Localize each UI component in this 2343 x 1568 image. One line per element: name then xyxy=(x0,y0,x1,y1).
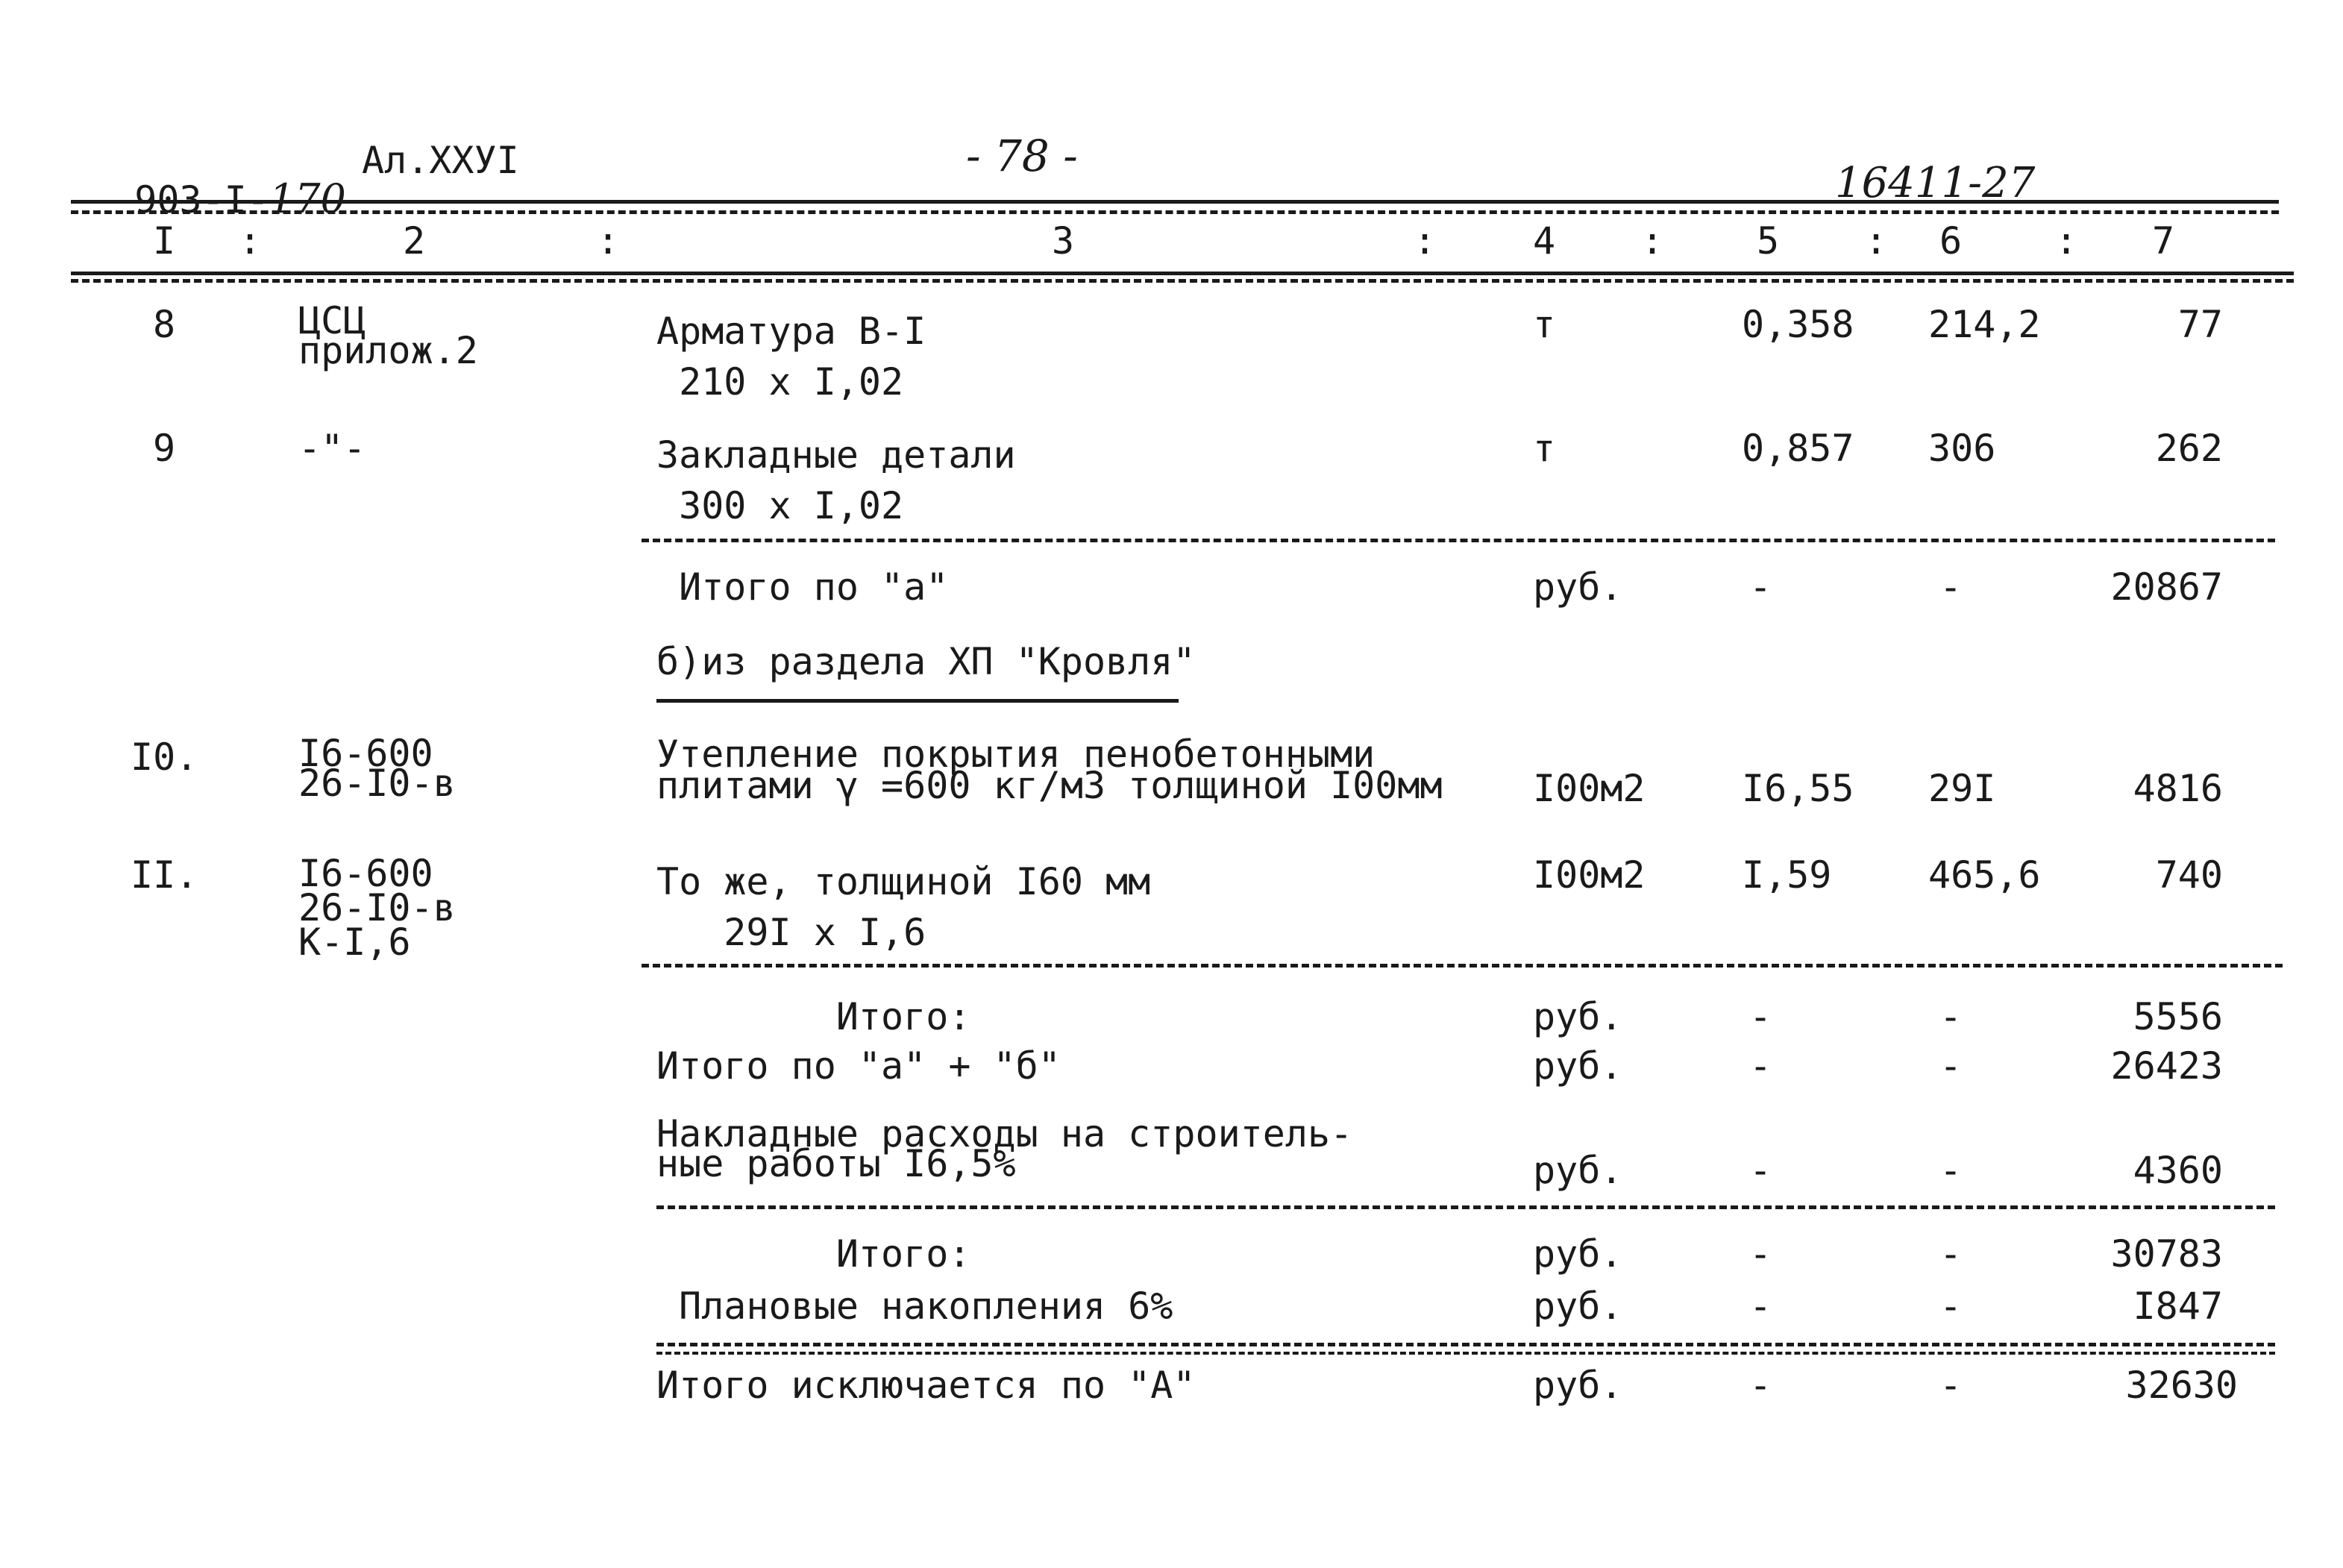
document-number-handwritten: 16411-27 xyxy=(1835,159,2036,207)
row-description: Утепление покрытия пенобетонными плитами γ =600 кг/м3 толщиной I00мм xyxy=(656,733,1443,807)
row-quantity: - xyxy=(1749,1232,1772,1276)
row-quantity: 0,857 xyxy=(1742,427,1854,470)
row-price: - xyxy=(1939,995,1963,1038)
row-price: 29I xyxy=(1928,767,1996,810)
row-quantity: - xyxy=(1749,565,1772,609)
column-separator: : xyxy=(1641,219,1664,263)
row-quantity: I,59 xyxy=(1742,853,1832,897)
row-quantity: - xyxy=(1749,1285,1772,1328)
header-rule-bottom-2 xyxy=(71,279,2294,283)
row-quantity: - xyxy=(1749,1044,1772,1088)
row-quantity: 0,358 xyxy=(1742,303,1854,346)
row-quantity: - xyxy=(1749,1149,1772,1192)
row-description: Арматура В-I 210 х I,02 xyxy=(656,310,926,404)
row-price: 214,2 xyxy=(1928,303,2041,346)
row-total: 262 xyxy=(2155,427,2223,470)
document-code-handwritten: 170 xyxy=(269,175,346,222)
row-unit: руб. xyxy=(1533,1285,1623,1328)
row-description: Итого исключается по "А" xyxy=(656,1364,1196,1407)
column-header-4: 4 xyxy=(1533,219,1556,263)
document-code-prefix: 903-I- xyxy=(134,178,269,222)
row-quantity: I6,55 xyxy=(1742,767,1854,810)
row-total: 5556 xyxy=(2133,995,2223,1038)
subtotal-rule xyxy=(656,1343,2275,1346)
row-description: Итого по "а" xyxy=(656,565,949,609)
header-rule-top xyxy=(71,200,2279,204)
section-heading: б)из раздела ХП "Кровля" xyxy=(656,640,1196,683)
subtotal-rule xyxy=(642,539,2275,542)
row-price: 465,6 xyxy=(1928,853,2041,897)
subtotal-rule xyxy=(656,1205,2275,1209)
row-number: 9 xyxy=(153,427,176,470)
row-reference: I6-600 26-I0-в xyxy=(298,732,456,805)
row-total: 4360 xyxy=(2133,1149,2223,1192)
row-description: Плановые накопления 6% xyxy=(656,1285,1173,1328)
column-separator: : xyxy=(1414,219,1437,263)
row-reference: -"- xyxy=(298,427,366,470)
document-code xyxy=(90,142,346,222)
row-total: 32630 xyxy=(2125,1364,2238,1407)
row-price: - xyxy=(1939,565,1963,609)
column-separator: : xyxy=(2055,219,2078,263)
header-rule-top-2 xyxy=(71,210,2279,214)
row-price: - xyxy=(1939,1044,1963,1088)
column-separator: : xyxy=(239,219,262,263)
row-description: Закладные детали 300 х I,02 xyxy=(656,433,1016,527)
row-unit: руб. xyxy=(1533,1044,1623,1088)
subtotal-rule-2 xyxy=(656,1352,2275,1355)
section-heading-underline xyxy=(656,699,1179,703)
row-description: Итого: xyxy=(656,1232,971,1276)
column-header-3: 3 xyxy=(1051,219,1075,263)
row-unit: руб. xyxy=(1533,1364,1623,1407)
column-header-1: I xyxy=(152,219,176,263)
row-description: То же, толщиной I60 мм 29I х I,6 xyxy=(656,860,1151,954)
row-total: 77 xyxy=(2177,303,2223,346)
row-total: 30783 xyxy=(2110,1232,2223,1276)
row-price: 306 xyxy=(1928,427,1996,470)
row-price: - xyxy=(1939,1149,1963,1192)
row-total: I847 xyxy=(2133,1285,2223,1328)
page-number: - 78 - xyxy=(966,131,1078,181)
row-number: 8 xyxy=(153,303,176,346)
album-label: Ал.XXУI xyxy=(362,139,519,182)
column-separator: : xyxy=(1865,219,1888,263)
row-unit: I00м2 xyxy=(1533,767,1646,810)
row-reference: ЦСЦ прилож.2 xyxy=(298,299,478,372)
column-header-2: 2 xyxy=(402,219,426,263)
column-header-6: 6 xyxy=(1939,219,1963,263)
row-unit: руб. xyxy=(1533,1232,1623,1276)
row-price: - xyxy=(1939,1285,1963,1328)
row-total: 740 xyxy=(2155,853,2223,897)
row-total: 4816 xyxy=(2133,767,2223,810)
row-quantity: - xyxy=(1749,1364,1772,1407)
row-unit: руб. xyxy=(1533,565,1623,609)
row-quantity: - xyxy=(1749,995,1772,1038)
row-price: - xyxy=(1939,1364,1963,1407)
row-total: 20867 xyxy=(2110,565,2223,609)
column-separator: : xyxy=(597,219,620,263)
subtotal-rule xyxy=(642,964,2283,968)
row-unit: руб. xyxy=(1533,1149,1623,1192)
row-unit: т xyxy=(1533,303,1556,346)
row-number: I0. xyxy=(131,736,198,779)
row-price: - xyxy=(1939,1232,1963,1276)
row-unit: руб. xyxy=(1533,995,1623,1038)
column-header-5: 5 xyxy=(1757,219,1780,263)
row-reference: I6-600 26-I0-в К-I,6 xyxy=(298,852,456,964)
column-header-7: 7 xyxy=(2152,219,2175,263)
row-number: II. xyxy=(131,853,198,897)
header-rule-bottom xyxy=(71,272,2294,275)
row-description: Итого: xyxy=(656,995,971,1038)
row-description: Итого по "а" + "б" xyxy=(656,1044,1061,1088)
row-unit: т xyxy=(1533,427,1556,470)
row-total: 26423 xyxy=(2110,1044,2223,1088)
row-unit: I00м2 xyxy=(1533,853,1646,897)
row-description: Накладные расходы на строитель- ные работы I6,5% xyxy=(656,1112,1353,1185)
